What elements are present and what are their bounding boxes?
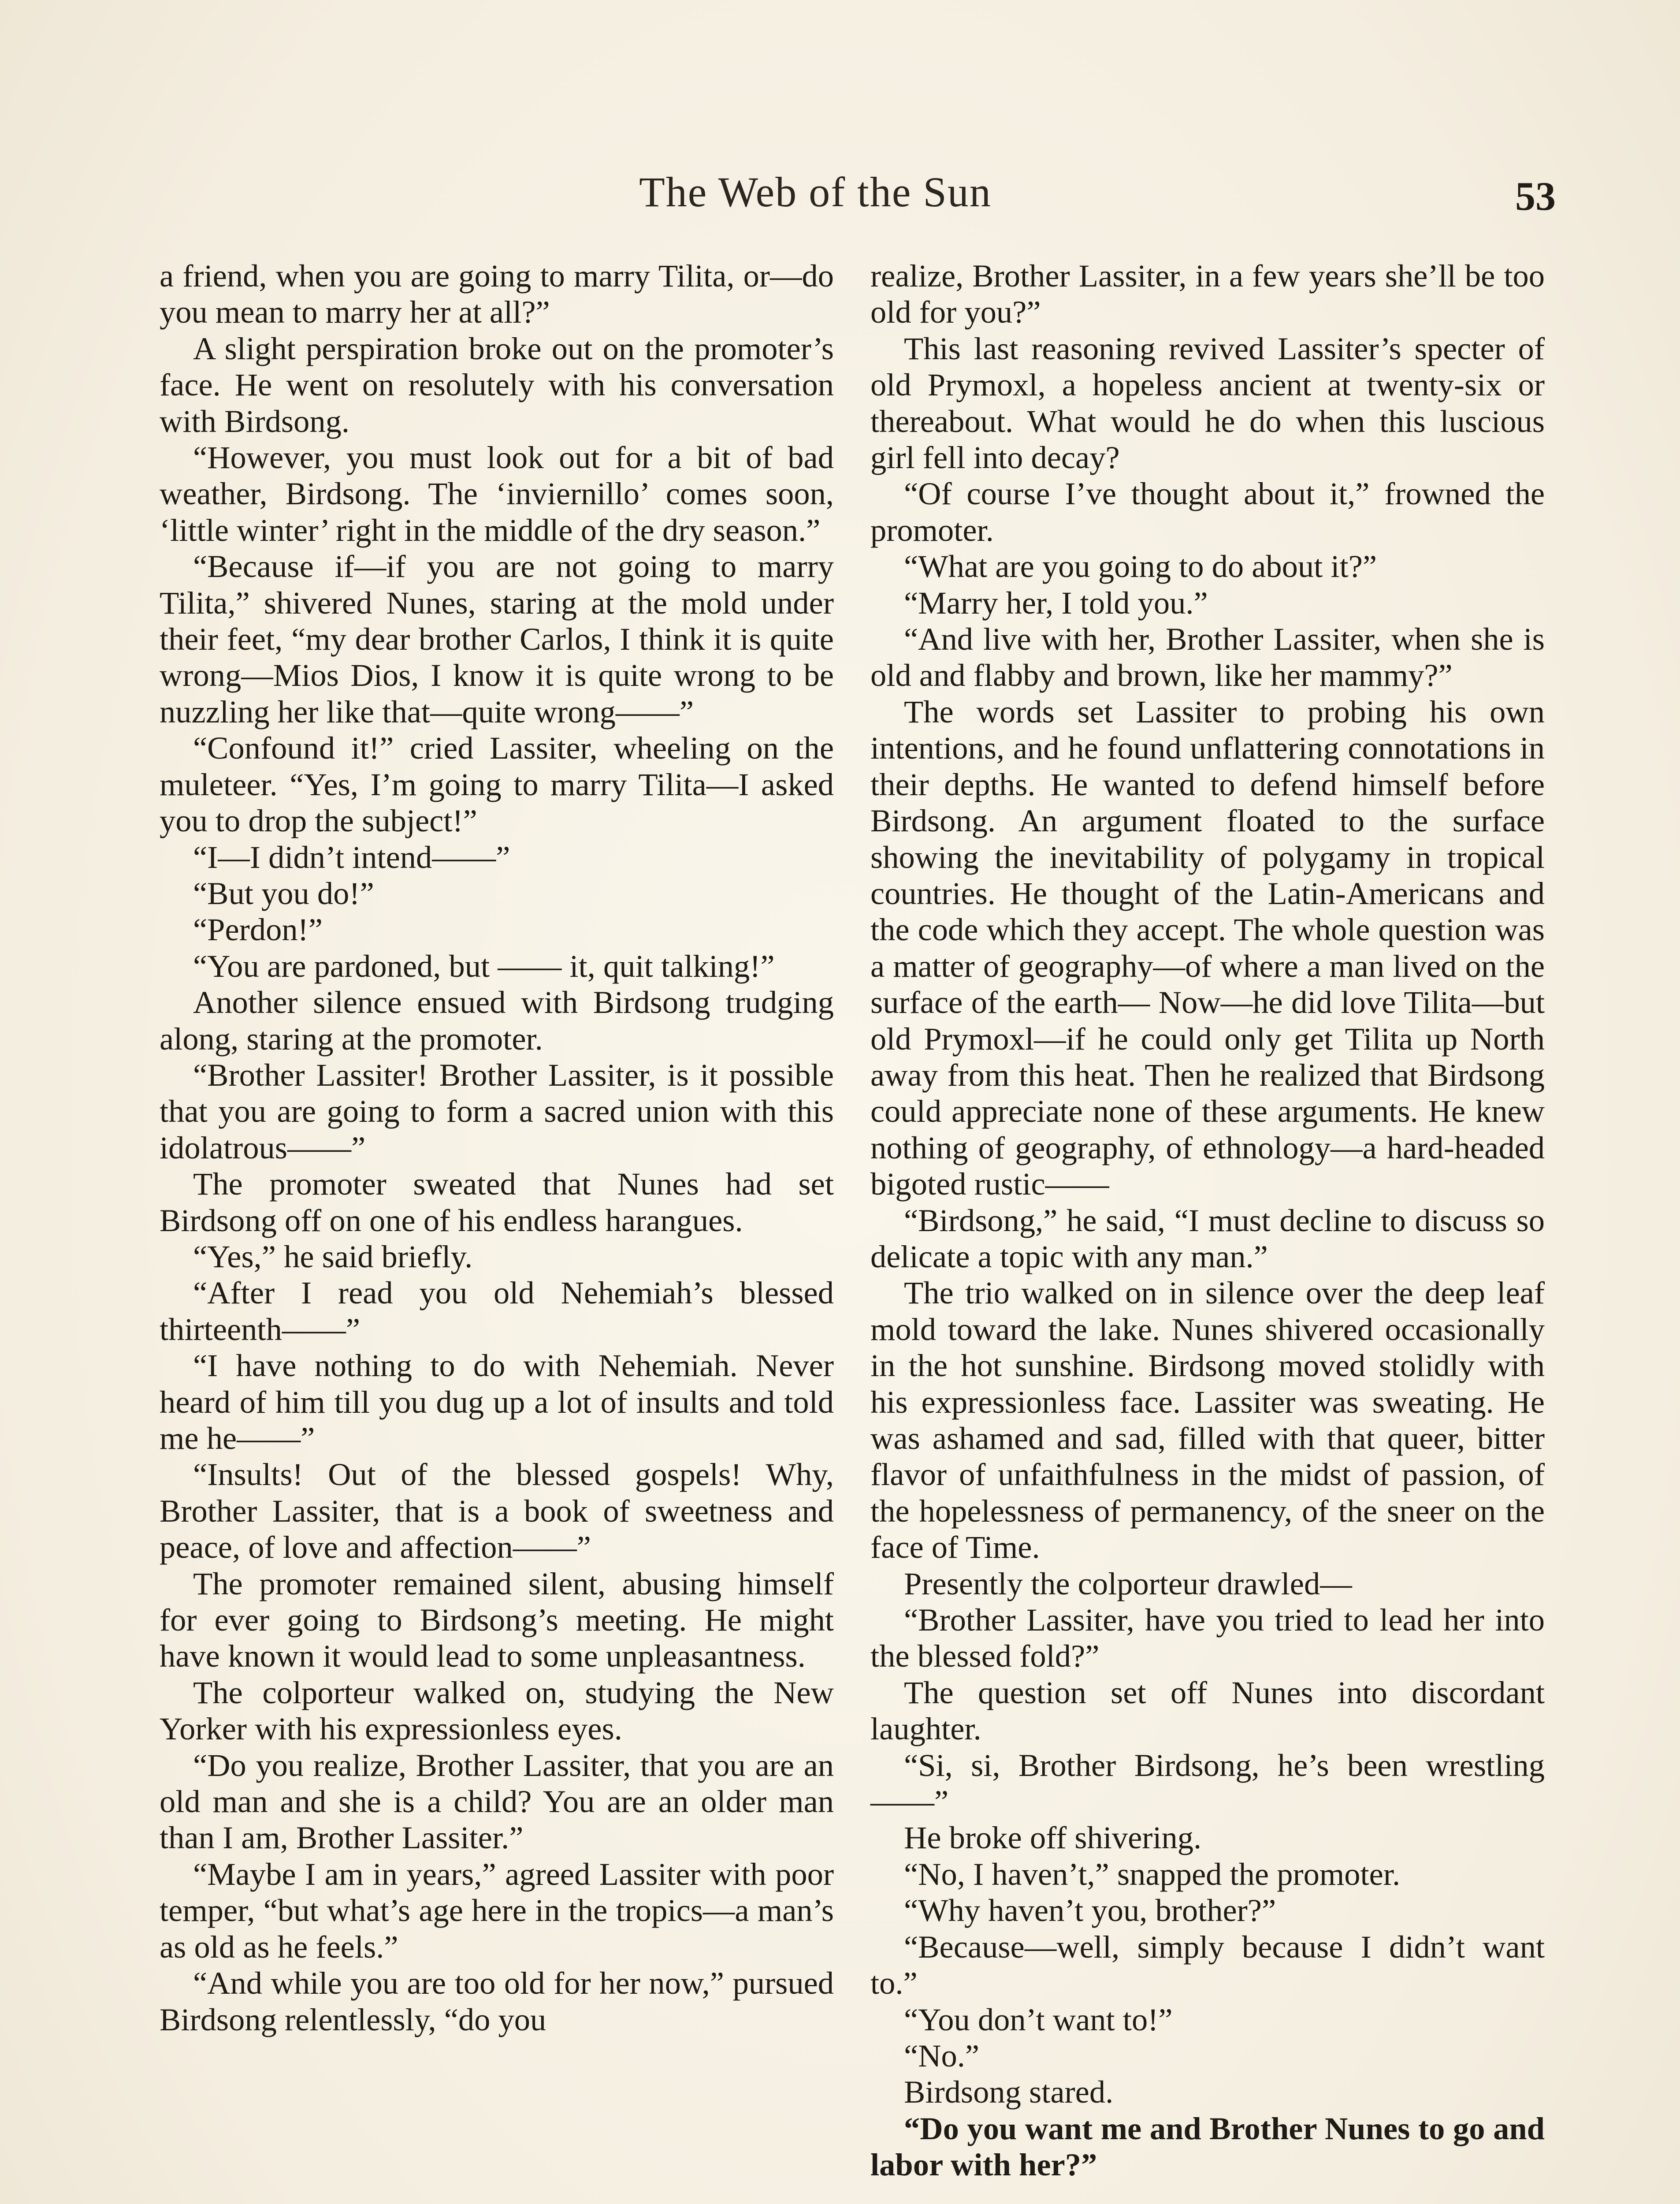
paragraph: Presently the colporteur drawled— <box>904 1565 1352 1601</box>
paragraph: “But you do!” <box>193 875 374 911</box>
paragraph: “Si, si, Brother Birdsong, he’s been wrestling——” <box>870 1747 1545 1820</box>
paragraph: realize, Brother Lassiter, in a few years she’ll be too old for you?” <box>870 258 1545 330</box>
paragraph: “No, I haven’t,” snapped the promoter. <box>904 1856 1401 1892</box>
paragraph: “Yes,” he said briefly. <box>193 1238 473 1274</box>
left-column <box>160 258 834 2038</box>
paragraph: Another silence ensued with Birdsong trudging along, staring at the promoter. <box>160 984 834 1057</box>
paragraph: “You are pardoned, but —— it, quit talking!” <box>193 948 775 984</box>
paragraph: “After I read you old Nehemiah’s blessed thirteenth——” <box>160 1275 834 1347</box>
paragraph: “Birdsong,” he said, “I must decline to discuss so delicate a topic with any man.” <box>870 1202 1545 1274</box>
paragraph: “Insults! Out of the blessed gospels! Why, Brother Lassiter, that is a book of sweetness and peace, of love and affection——” <box>160 1456 834 1565</box>
paragraph: “Do you want me and Brother Nunes to go and labor with her?” <box>870 2110 1545 2183</box>
paragraph: The promoter sweated that Nunes had set Birdsong off on one of his endless harangues. <box>160 1166 834 1238</box>
paragraph: “I have nothing to do with Nehemiah. Never heard of him till you dug up a lot of insults and told me he——” <box>160 1348 834 1456</box>
paragraph: a friend, when you are going to marry Tilita, or—do you mean to marry her at all?” <box>160 258 834 330</box>
paragraph: “Brother Lassiter, have you tried to lead her into the blessed fold?” <box>870 1602 1545 1674</box>
paragraph: “However, you must look out for a bit of bad weather, Birdsong. The ‘inviernillo’ comes soon, ‘little winter’ right in the middle of the dry season.” <box>160 439 834 548</box>
paragraph: The question set off Nunes into discordant laughter. <box>870 1674 1545 1747</box>
page-number: 53 <box>1515 174 1556 219</box>
paragraph: He broke off shivering. <box>904 1820 1202 1856</box>
paragraph: “I—I didn’t intend——” <box>193 839 510 875</box>
paragraph: “No.” <box>904 2037 980 2074</box>
paragraph: “And live with her, Brother Lassiter, when she is old and flabby and brown, like her mammy?” <box>870 621 1545 693</box>
paragraph: Birdsong stared. <box>904 2074 1114 2110</box>
paragraph: “What are you going to do about it?” <box>904 548 1377 585</box>
paragraph: “Of course I’ve thought about it,” frowned the promoter. <box>870 476 1545 548</box>
right-column <box>870 258 1545 2183</box>
paragraph: “Do you realize, Brother Lassiter, that you are an old man and she is a child? You are an older man than I am, Brother Lassiter.” <box>160 1747 834 1856</box>
paragraph: The trio walked on in silence over the deep leaf mold toward the lake. Nunes shivered occasionally in the hot sunshine. Birdsong moved stolidly with his expressionless face. Lassiter was sweating. He was ashamed and sad, filled with that queer, bitter flavor of unfaithfulness in the midst of passion, of the hopelessness of permanency, of the sneer on the face of Time. <box>870 1275 1545 1565</box>
paragraph: “Because if—if you are not going to marry Tilita,” shivered Nunes, staring at the mold under their feet, “my dear brother Carlos, I think it is quite wrong—Mios Dios, I know it is quite wrong to be nuzzling her like that—quite wrong——” <box>160 548 834 730</box>
paragraph: “Confound it!” cried Lassiter, wheeling on the muleteer. “Yes, I’m going to marry Tilita—I asked you to drop the subject!” <box>160 730 834 839</box>
paragraph: “Because—well, simply because I didn’t want to.” <box>870 1928 1545 2001</box>
paragraph: “Brother Lassiter! Brother Lassiter, is it possible that you are going to form a sacred union with this idolatrous——” <box>160 1057 834 1165</box>
paragraph: The words set Lassiter to probing his own intentions, and he found unflattering connotations in their depths. He wanted to defend himself before Birdsong. An argument floated to the surface showing the inevitability of polygamy in tropical countries. He thought of the Latin-Americans and the code which they accept. The whole question was a matter of geography—of where a man lived on the surface of the earth— Now—he did love Tilita—but old Prymoxl—if he could only get Tilita up North away from this heat. Then he realized that Birdsong could appreciate none of these arguments. He knew nothing of geography, of ethnology—a hard-headed bigoted rustic—— <box>870 693 1545 1202</box>
paragraph: The colporteur walked on, studying the New Yorker with his expressionless eyes. <box>160 1674 834 1747</box>
paragraph: “You don’t want to!” <box>904 2001 1173 2037</box>
paragraph: “And while you are too old for her now,” pursued Birdsong relentlessly, “do you <box>160 1965 834 2037</box>
paragraph: “Perdon!” <box>193 912 323 948</box>
paragraph: “Why haven’t you, brother?” <box>904 1892 1276 1928</box>
paragraph: “Marry her, I told you.” <box>904 585 1208 621</box>
paragraph: “Maybe I am in years,” agreed Lassiter with poor temper, “but what’s age here in the tropics—a man’s as old as he feels.” <box>160 1856 834 1965</box>
paragraph: The promoter remained silent, abusing himself for ever going to Birdsong’s meeting. He might have known it would lead to some unpleasantness. <box>160 1565 834 1674</box>
running-head-title: The Web of the Sun <box>639 168 992 216</box>
paragraph: A slight perspiration broke out on the promoter’s face. He went on resolutely with his conversation with Birdsong. <box>160 330 834 439</box>
paragraph: This last reasoning revived Lassiter’s specter of old Prymoxl, a hopeless ancient at twenty-six or thereabout. What would he do when this luscious girl fell into decay? <box>870 330 1545 476</box>
